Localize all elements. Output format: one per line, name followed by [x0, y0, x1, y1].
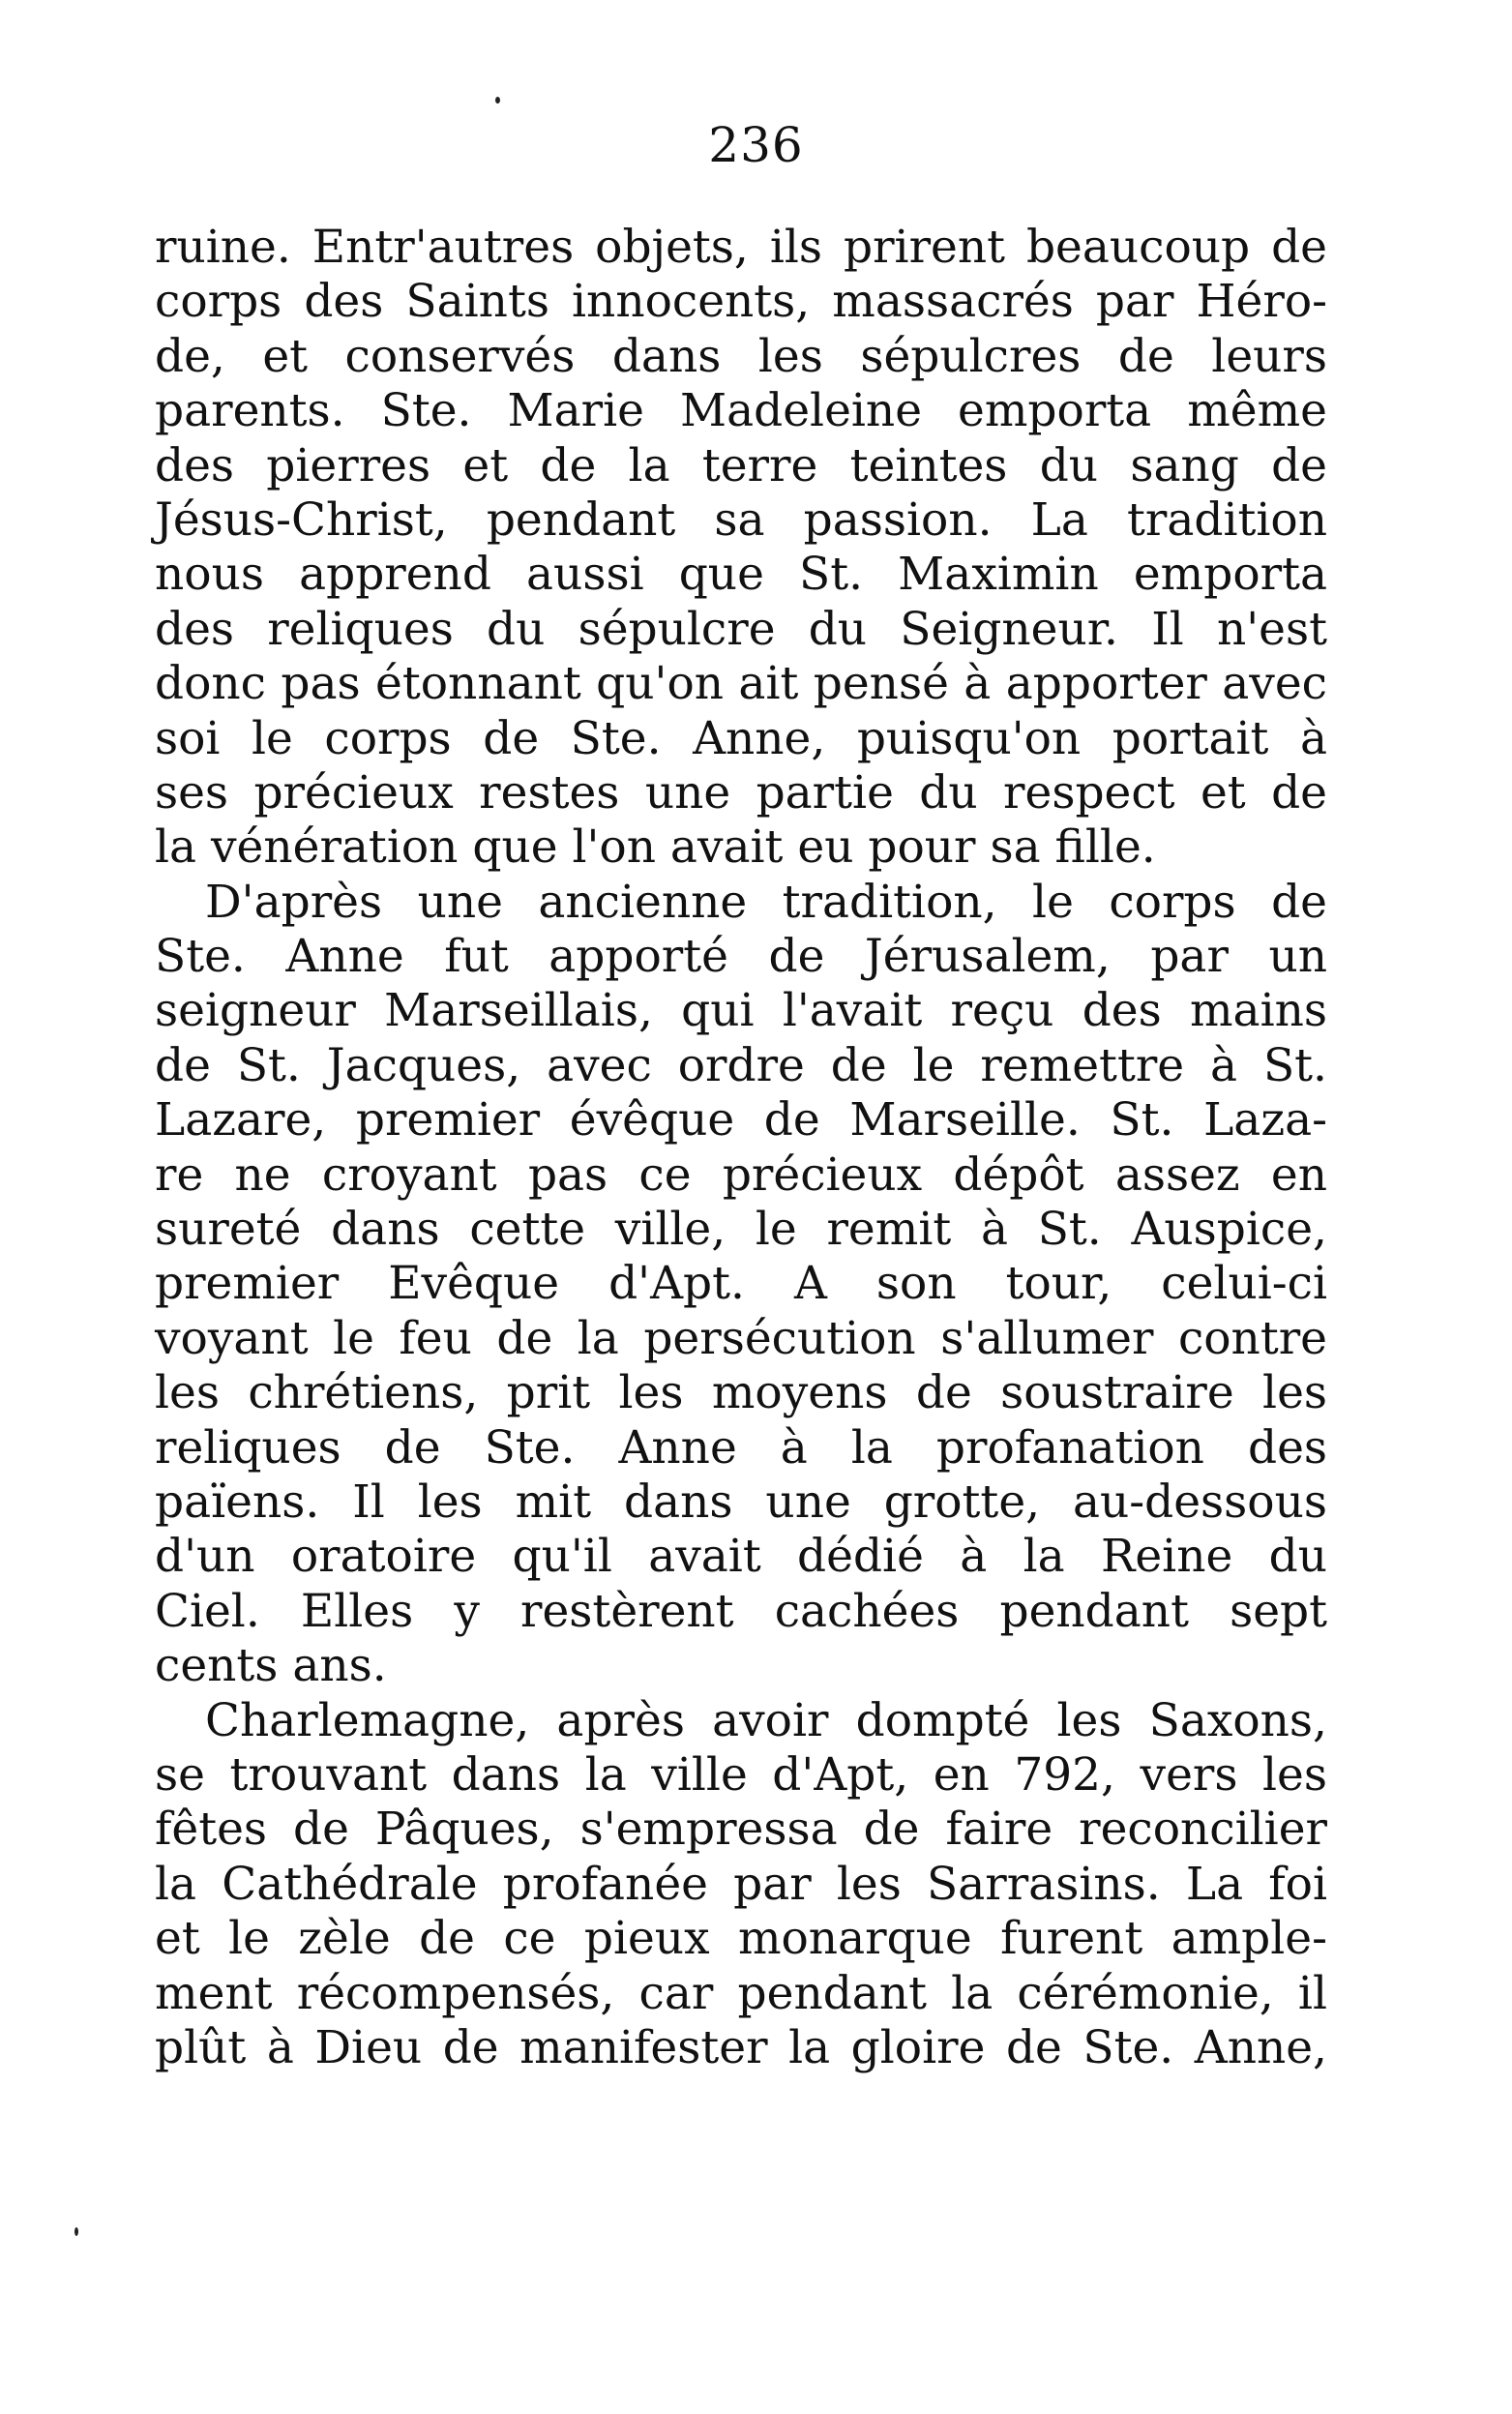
text-line: soi le corps de Ste. Anne, puisqu'on portait à [155, 711, 1327, 765]
text-line: de, et conservés dans les sépulcres de leurs [155, 329, 1327, 383]
text-line: seigneur Marseillais, qui l'avait reçu des mains [155, 984, 1327, 1038]
text-line: voyant le feu de la persécution s'allumer contre [155, 1311, 1327, 1365]
text-line: et le zèle de ce pieux monarque furent ample- [155, 1912, 1327, 1966]
text-line: Ciel. Elles y restèrent cachées pendant sept [155, 1584, 1327, 1638]
text-line: plût à Dieu de manifester la gloire de Ste. Anne, [155, 2020, 1327, 2074]
text-line: Charlemagne, après avoir dompté les Saxons, [205, 1693, 1327, 1747]
text-line: Jésus-Christ, pendant sa passion. La tradition [155, 492, 1327, 547]
text-line: des reliques du sépulcre du Seigneur. Il n'est [155, 602, 1327, 656]
text-line: Lazare, premier évêque de Marseille. St. Laza- [155, 1093, 1327, 1147]
body-text [155, 221, 1327, 2075]
text-line: ment récompensés, car pendant la cérémonie, il [155, 1966, 1327, 2020]
text-line: des pierres et de la terre teintes du sang de [155, 438, 1327, 492]
text-line: fêtes de Pâques, s'empressa de faire reconcilier [155, 1803, 1327, 1857]
text-line: les chrétiens, prit les moyens de soustraire les [155, 1366, 1327, 1420]
text-line: corps des Saints innocents, massacrés par Héro- [155, 275, 1327, 329]
text-line: parents. Ste. Marie Madeleine emporta même [155, 384, 1327, 438]
text-line: la Cathédrale profanée par les Sarrasins. La foi [155, 1857, 1327, 1911]
text-line: donc pas étonnant qu'on ait pensé à apporter avec [155, 657, 1327, 711]
ink-speck [74, 2227, 78, 2236]
text-line: d'un oratoire qu'il avait dédié à la Reine du [155, 1530, 1327, 1584]
text-line: cents ans. [155, 1639, 387, 1693]
text-line: ses précieux restes une partie du respect et de [155, 765, 1327, 820]
text-line: D'après une ancienne tradition, le corps de [205, 875, 1327, 929]
ink-speck [495, 97, 500, 104]
text-line: premier Evêque d'Apt. A son tour, celui-ci [155, 1257, 1327, 1311]
text-line: ruine. Entr'autres objets, ils prirent beaucoup de [155, 221, 1327, 274]
text-line: reliques de Ste. Anne à la profanation des [155, 1420, 1327, 1475]
text-line: païens. Il les mit dans une grotte, au-dessous [155, 1475, 1327, 1529]
text-line: de St. Jacques, avec ordre de le remettre à St. [155, 1038, 1327, 1092]
text-line: la vénération que l'on avait eu pour sa fille. [155, 820, 1156, 875]
text-line: Ste. Anne fut apporté de Jérusalem, par un [155, 930, 1327, 984]
text-line: re ne croyant pas ce précieux dépôt assez en [155, 1147, 1327, 1202]
text-line: se trouvant dans la ville d'Apt, en 792, vers les [155, 1747, 1327, 1802]
page-number: 236 [708, 117, 804, 173]
text-line: sureté dans cette ville, le remit à St. Auspice, [155, 1203, 1327, 1257]
text-line: nous apprend aussi que St. Maximin emporta [155, 548, 1327, 602]
